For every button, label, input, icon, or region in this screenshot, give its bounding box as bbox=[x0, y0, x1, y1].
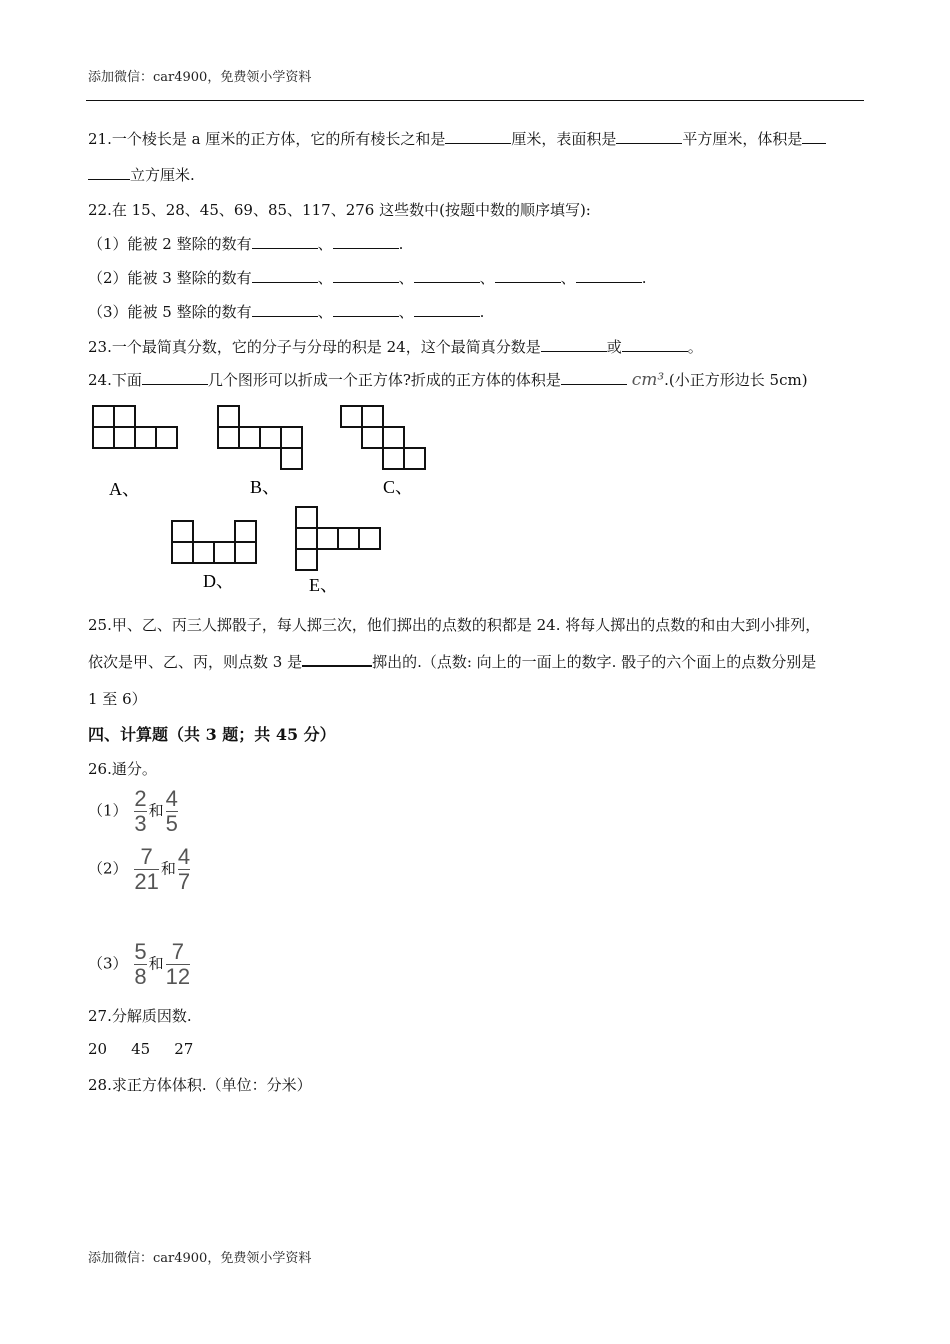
q27-number-20: 20 bbox=[88, 1040, 108, 1058]
question-27-stem: 27.分解质因数. bbox=[88, 1007, 192, 1025]
q21-blank-edge-sum[interactable] bbox=[445, 129, 511, 144]
page-header: 添加微信：car4900，免费领小学资料 bbox=[88, 70, 312, 85]
net-c bbox=[341, 406, 425, 469]
fraction-5-8 bbox=[134, 941, 146, 988]
q21-blank-volume-b[interactable] bbox=[88, 165, 130, 180]
q23-end: 。 bbox=[687, 338, 703, 356]
q26-item-1 bbox=[88, 788, 180, 835]
q23-text: 23.一个最简真分数，它的分子与分母的积是 24，这个最简真分数是 bbox=[88, 338, 541, 356]
separator: 、 bbox=[560, 269, 576, 287]
period: . bbox=[479, 303, 485, 321]
header-rule bbox=[86, 100, 864, 101]
numerator: 5 bbox=[134, 939, 147, 964]
separator: 、 bbox=[479, 269, 495, 287]
q22-sub1-blank[interactable] bbox=[333, 234, 399, 249]
q22-sub2-blank[interactable] bbox=[495, 268, 561, 283]
q22-sub1-text: （1）能被 2 整除的数有 bbox=[88, 235, 252, 253]
denominator: 8 bbox=[134, 964, 147, 989]
question-22-sub2 bbox=[88, 267, 646, 288]
net-e bbox=[296, 507, 380, 570]
and-word: 和 bbox=[148, 801, 164, 820]
fraction-4-7 bbox=[178, 846, 190, 893]
q22-sub2-blank[interactable] bbox=[414, 268, 480, 283]
q21-part4: 立方厘米. bbox=[130, 166, 195, 184]
numerator: 7 bbox=[171, 939, 184, 964]
q22-sub3-blank[interactable] bbox=[252, 302, 318, 317]
q26-item-1-label: （1） bbox=[88, 801, 128, 820]
q27-number-27: 27 bbox=[174, 1040, 194, 1058]
q27-number-45: 45 bbox=[131, 1040, 151, 1058]
question-21-line2 bbox=[88, 164, 195, 185]
denominator: 3 bbox=[134, 811, 147, 836]
question-22-stem: 22.在 15、28、45、69、85、117、276 这些数中(按题中数的顺序填写): bbox=[88, 201, 591, 219]
page-footer: 添加微信：car4900，免费领小学资料 bbox=[88, 1251, 312, 1266]
separator: 、 bbox=[317, 303, 333, 321]
period: . bbox=[398, 235, 404, 253]
q26-item-2-label: （2） bbox=[88, 859, 128, 878]
numerator: 4 bbox=[165, 786, 178, 811]
q25-blank[interactable] bbox=[302, 651, 372, 667]
q24-unit: cm³ bbox=[631, 370, 665, 390]
q24-part3: .(小正方形边长 5cm) bbox=[664, 371, 808, 389]
period: . bbox=[641, 269, 647, 287]
question-25-line3: 1 至 6） bbox=[88, 690, 147, 708]
q26-item-3-label: （3） bbox=[88, 954, 128, 973]
denominator: 21 bbox=[134, 869, 159, 894]
q21-part2: 厘米，表面积是 bbox=[511, 130, 617, 148]
q21-blank-surface[interactable] bbox=[616, 129, 682, 144]
question-22-sub3 bbox=[88, 301, 484, 322]
q24-part2: 几个图形可以折成一个正方体?折成的正方体的体积是 bbox=[207, 371, 561, 389]
question-24 bbox=[88, 369, 808, 390]
numerator: 7 bbox=[140, 844, 153, 869]
separator: 、 bbox=[317, 269, 333, 287]
separator: 、 bbox=[398, 269, 414, 287]
net-b bbox=[218, 406, 302, 469]
denominator: 5 bbox=[165, 811, 178, 836]
q24-blank-figures[interactable] bbox=[142, 370, 208, 385]
and-word: 和 bbox=[160, 859, 176, 878]
label-c: C、 bbox=[383, 477, 414, 497]
label-a: A、 bbox=[109, 479, 140, 499]
q22-sub3-blank[interactable] bbox=[333, 302, 399, 317]
q25-part1: 依次是甲、乙、丙，则点数 3 是 bbox=[88, 653, 303, 671]
label-e: E、 bbox=[309, 575, 338, 595]
q21-blank-volume-a[interactable] bbox=[802, 129, 826, 144]
fraction-4-5 bbox=[166, 788, 178, 835]
question-25-line2 bbox=[88, 651, 816, 672]
q22-sub2-blank[interactable] bbox=[252, 268, 318, 283]
cube-nets-figure bbox=[80, 395, 450, 600]
label-b: B、 bbox=[250, 477, 281, 497]
q21-part1: 21.一个棱长是 a 厘米的正方体，它的所有棱长之和是 bbox=[88, 130, 446, 148]
q22-sub2-text: （2）能被 3 整除的数有 bbox=[88, 269, 252, 287]
fraction-7-21 bbox=[134, 846, 158, 893]
net-a bbox=[93, 406, 177, 448]
question-22-sub1 bbox=[88, 233, 403, 254]
q27-numbers bbox=[88, 1040, 193, 1058]
net-d bbox=[172, 521, 256, 563]
q25-part2: 掷出的.（点数: 向上的一面上的数字. 骰子的六个面上的点数分别是 bbox=[372, 653, 817, 671]
q22-sub1-blank[interactable] bbox=[252, 234, 318, 249]
denominator: 12 bbox=[165, 964, 191, 989]
q26-item-2 bbox=[88, 846, 192, 893]
question-26-stem: 26.通分。 bbox=[88, 760, 157, 778]
q24-blank-volume[interactable] bbox=[561, 370, 627, 385]
label-d: D、 bbox=[203, 571, 234, 591]
numerator: 4 bbox=[177, 844, 191, 869]
question-28-stem: 28.求正方体体积.（单位：分米） bbox=[88, 1076, 312, 1094]
q23-blank-2[interactable] bbox=[622, 337, 688, 352]
q22-sub2-blank[interactable] bbox=[576, 268, 642, 283]
q24-part1: 24.下面 bbox=[88, 371, 142, 389]
q22-sub2-blank[interactable] bbox=[333, 268, 399, 283]
q23-or: 或 bbox=[606, 338, 622, 356]
fraction-7-12 bbox=[166, 941, 190, 988]
question-25-line1: 25.甲、乙、丙三人掷骰子，每人掷三次，他们掷出的点数的积都是 24. 将每人掷出的点数的和由大到小排列， bbox=[88, 616, 821, 634]
q23-blank-1[interactable] bbox=[541, 337, 607, 352]
q22-sub3-blank[interactable] bbox=[414, 302, 480, 317]
denominator: 7 bbox=[177, 869, 191, 894]
separator: 、 bbox=[398, 303, 414, 321]
q26-item-3 bbox=[88, 941, 192, 988]
question-23 bbox=[88, 336, 703, 357]
and-word: 和 bbox=[148, 954, 164, 973]
fraction-2-3 bbox=[134, 788, 146, 835]
question-21-line1 bbox=[88, 128, 826, 149]
section-4-title: 四、计算题（共 3 题；共 45 分） bbox=[88, 725, 336, 744]
q21-part3: 平方厘米，体积是 bbox=[682, 130, 803, 148]
q22-sub3-text: （3）能被 5 整除的数有 bbox=[88, 303, 252, 321]
numerator: 2 bbox=[134, 786, 147, 811]
separator: 、 bbox=[317, 235, 333, 253]
